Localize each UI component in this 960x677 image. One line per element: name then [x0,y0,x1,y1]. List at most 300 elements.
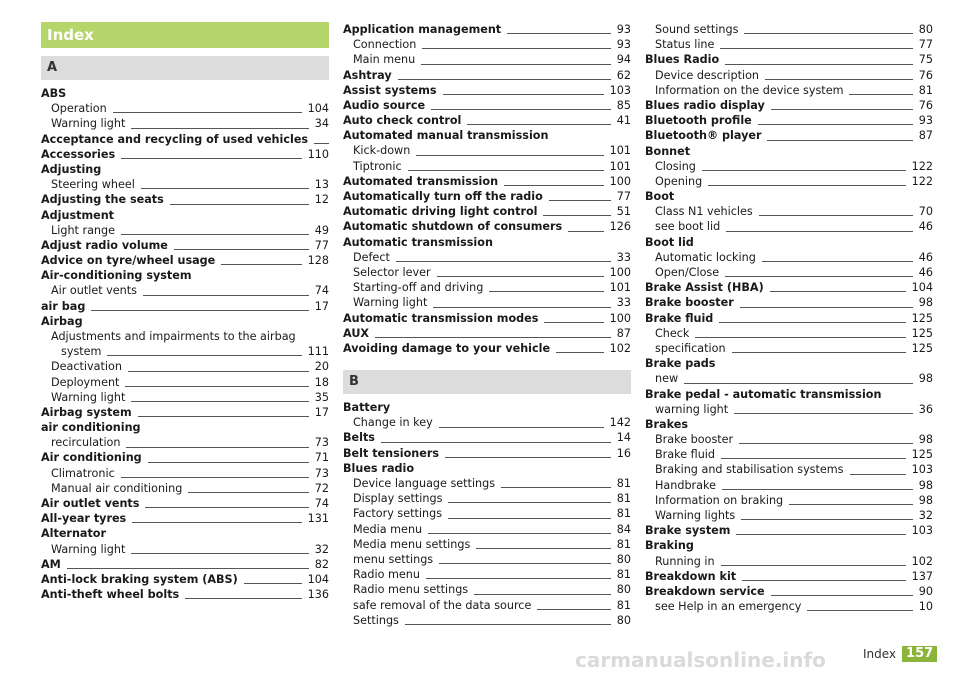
entry-page-number: 80 [616,583,631,597]
entry-page-number: 14 [616,431,631,445]
entry-page-number: 77 [616,190,631,204]
entry-label: Breakdown kit [645,569,737,583]
leader-line [732,352,906,353]
entry-label: Open/Close [655,265,720,279]
index-subentry [645,37,933,52]
entry-page-number: 81 [616,568,631,582]
leader-line [431,109,611,110]
entry-label: see boot lid [655,220,721,234]
entry-label: air bag [41,299,86,313]
entry-label: Settings [353,613,399,627]
index-entry [41,587,329,602]
entry-page-number: 137 [911,569,933,583]
leader-line [396,261,611,262]
leader-line [474,594,611,595]
entry-label: Closing [655,159,696,173]
leader-line [448,518,611,519]
leader-line [428,533,611,534]
leader-line [807,610,912,611]
leader-line [439,563,611,564]
entry-page-number: 76 [918,68,933,82]
entry-label: Air outlet vents [41,497,140,511]
index-subentry [645,432,933,447]
entry-label: Advice on tyre/wheel usage [41,254,216,268]
index-subentry [645,83,933,98]
entry-page-number: 131 [307,512,329,526]
index-subentry [41,359,329,374]
index-entry [645,280,933,295]
entry-label: Radio menu [353,568,420,582]
index-entry [645,128,933,143]
entry-page-number: 125 [911,341,933,355]
entry-label: Check [655,326,690,340]
entry-page-number: 18 [314,375,329,389]
leader-line [739,443,913,444]
entry-label: Manual air conditioning [51,481,183,495]
leader-line [720,48,912,49]
entry-page-number: 33 [616,296,631,310]
entry-page-number: 32 [314,542,329,556]
entry-label: Kick-down [353,144,411,158]
page-footer [863,646,937,662]
entry-label: Belt tensioners [343,446,440,460]
entry-label: Device description [655,68,760,82]
leader-line [501,487,611,488]
leader-line [141,188,309,189]
entry-label: Bluetooth® player [645,129,762,143]
entry-page-number: 104 [307,572,329,586]
entry-page-number: 41 [616,114,631,128]
index-heading: Brakes [645,417,688,431]
index-entry [343,431,631,446]
leader-line [765,79,913,80]
entry-page-number: 101 [609,281,631,295]
entry-label: Anti-lock braking system (ABS) [41,572,238,586]
entry-label: Media menu settings [353,537,471,551]
entry-label: Change in key [353,416,433,430]
entry-label: safe removal of the data source [353,598,532,612]
index-entry [645,52,933,67]
entry-page-number: 17 [314,299,329,313]
index-entry [645,98,933,113]
leader-line [244,583,302,584]
index-entry [41,496,329,511]
entry-label: Avoiding damage to your vehicle [343,341,551,355]
leader-line [736,534,905,535]
index-subentry [645,326,933,341]
index-heading: Adjustment [41,208,115,222]
leader-line [744,33,912,34]
index-subentry [343,280,631,295]
entry-label: Automatic locking [655,250,756,264]
index-subentry [343,144,631,159]
index-entry [41,299,329,314]
entry-label: Warning lights [655,508,736,522]
leader-line [789,504,913,505]
entry-label: Status line [655,38,715,52]
index-entry [41,253,329,268]
index-entry [343,113,631,128]
leader-line [107,355,301,356]
entry-label: All-year tyres [41,512,127,526]
entry-label: Brake booster [645,296,734,310]
leader-line [742,580,906,581]
leader-line [188,492,308,493]
index-entry [343,83,631,98]
index-subentry [645,508,933,523]
leader-line [722,489,913,490]
leader-line [422,48,610,49]
entry-label: Selector lever [353,265,431,279]
entry-label: Blues radio display [645,98,765,112]
index-entry [645,569,933,584]
entry-page-number: 100 [609,265,631,279]
leader-line [544,322,603,323]
entry-label: Connection [353,38,417,52]
index-heading: Air-conditioning system [41,269,192,283]
entry-page-number: 74 [314,497,329,511]
entry-page-number: 77 [918,38,933,52]
entry-page-number: 103 [609,83,631,97]
index-subentry [343,159,631,174]
entry-page-number: 46 [918,265,933,279]
entry-page-number: 100 [609,174,631,188]
index-subentry [645,493,933,508]
leader-line [725,64,913,65]
entry-label: Display settings [353,492,443,506]
leader-line [67,568,309,569]
leader-line [684,383,913,384]
entry-page-number: 34 [314,117,329,131]
entry-label: specification [655,341,726,355]
leader-line [437,276,604,277]
leader-line [421,64,611,65]
entry-page-number: 98 [918,296,933,310]
entry-page-number: 10 [918,600,933,614]
entry-page-number: 73 [314,466,329,480]
leader-line [381,442,611,443]
index-entry [343,98,631,113]
leader-line [556,352,604,353]
leader-line [507,33,611,34]
entry-label: Main menu [353,53,416,67]
leader-line [148,462,309,463]
index-entry [343,341,631,356]
index-entry [645,584,933,599]
footer-label: Index [863,647,897,661]
index-entry [645,523,933,538]
index-column-2 [343,22,631,628]
index-subentry [645,250,933,265]
index-subentry [645,371,933,386]
entry-page-number: 80 [616,613,631,627]
leader-line [113,112,302,113]
index-subentry [343,552,631,567]
index-heading: ABS [41,87,67,100]
index-subentry [343,598,631,613]
entry-page-number: 80 [616,552,631,566]
entry-page-number: 70 [918,205,933,219]
entry-label: Warning light [51,390,126,404]
entry-label: Operation [51,102,107,116]
entry-label: warning light [655,402,729,416]
leader-line [489,291,603,292]
entry-label: Automatic driving light control [343,205,538,219]
leader-line [174,249,309,250]
entry-label: Auto check control [343,114,462,128]
leader-line [138,416,309,417]
index-subentry [343,567,631,582]
leader-line [426,578,611,579]
index-heading: Alternator [41,527,107,541]
index-heading: Boot [645,190,675,204]
entry-label: Adjusting the seats [41,193,164,207]
leader-line [375,337,611,338]
index-entry [41,192,329,207]
entry-page-number: 35 [314,390,329,404]
index-subentry [645,68,933,83]
leader-line [476,548,610,549]
index-heading: Battery [343,401,391,415]
entry-page-number: 76 [918,98,933,112]
index-subentry [343,582,631,597]
leader-line [702,170,906,171]
index-subentry [343,522,631,537]
index-entry [41,132,329,147]
leader-line [121,477,309,478]
leader-line [762,261,913,262]
entry-page-number: 142 [609,416,631,430]
entry-page-number: 101 [609,144,631,158]
index-subentry [41,283,329,298]
leader-line [128,371,309,372]
index-heading: Adjusting [41,162,102,176]
leader-line [759,215,913,216]
leader-line [126,447,308,448]
leader-line [568,231,603,232]
entry-page-number: 16 [616,446,631,460]
entry-label: Audio source [343,98,426,112]
entry-label: Blues Radio [645,53,720,67]
entry-label: Brake system [645,524,731,538]
entry-page-number: 98 [918,478,933,492]
leader-line [132,522,301,523]
entry-page-number: 75 [918,53,933,67]
entry-label: Air outlet vents [51,284,137,298]
leader-line [398,79,611,80]
entry-page-number: 81 [616,537,631,551]
entry-label: Device language settings [353,477,496,491]
leader-line [443,94,604,95]
leader-line [91,310,308,311]
leader-line [408,170,604,171]
entry-label: Information on the device system [655,83,844,97]
index-subentry [645,159,933,174]
index-subentry [343,476,631,491]
entry-label: Radio menu settings [353,583,469,597]
entry-label: Media menu [353,522,423,536]
entry-page-number: 33 [616,250,631,264]
index-subentry [343,37,631,52]
entry-label: Brake fluid [655,448,715,462]
leader-line [725,276,913,277]
leader-line [131,401,308,402]
index-entry [343,174,631,189]
leader-line [708,185,905,186]
entry-label: Automatically turn off the radio [343,190,543,204]
leader-line [767,140,912,141]
entry-page-number: 87 [616,326,631,340]
leader-line [445,457,611,458]
index-entry [41,557,329,572]
entry-page-number: 90 [918,584,933,598]
index-entry [41,147,329,162]
entry-label: Warning light [353,296,428,310]
leader-line [131,128,308,129]
entry-label: Automated transmission [343,174,499,188]
index-subentry [41,542,329,557]
entry-label: see Help in an emergency [655,600,802,614]
page-number: 157 [902,646,937,662]
leader-line [143,295,309,296]
index-column-1 [41,22,329,602]
leader-line [467,124,610,125]
entry-page-number: 20 [314,360,329,374]
leader-line [221,264,301,265]
index-subentry [41,466,329,481]
leader-line [726,231,913,232]
index-heading: Bonnet [645,144,691,158]
index-heading: Boot lid [645,235,694,249]
entry-page-number: 98 [918,433,933,447]
entry-page-number: 93 [616,22,631,36]
entry-page-number: 81 [616,492,631,506]
leader-line [416,155,603,156]
index-subentry [645,22,933,37]
entry-page-number: 73 [314,436,329,450]
index-subentry [343,537,631,552]
section-letter: B [343,370,631,394]
entry-label: Brake Assist (HBA) [645,281,764,295]
leader-line [314,143,329,144]
entry-page-number: 128 [307,254,329,268]
entry-label: Accessories [41,147,116,161]
index-subentry [343,506,631,521]
leader-line [121,158,302,159]
index-subentry [645,402,933,417]
entry-label: Automatic shutdown of consumers [343,220,563,234]
index-subentry [645,599,933,614]
entry-page-number: 136 [307,588,329,602]
index-subentry [41,481,329,496]
entry-label: menu settings [353,552,434,566]
entry-page-number: 102 [609,341,631,355]
index-subentry [343,613,631,628]
entry-page-number: 85 [616,98,631,112]
entry-label: Class N1 vehicles [655,205,753,219]
entry-label: Application management [343,22,502,36]
leader-line [549,200,611,201]
leader-line [719,322,905,323]
entry-page-number: 100 [609,311,631,325]
leader-line [849,94,912,95]
index-heading: air conditioning [41,421,141,435]
entry-page-number: 81 [616,507,631,521]
leader-line [770,291,906,292]
entry-label: Breakdown service [645,584,765,598]
index-heading: Automatic transmission [343,235,493,249]
leader-line [721,458,906,459]
entry-page-number: 51 [616,205,631,219]
entry-page-number: 12 [314,193,329,207]
entry-label: Bluetooth profile [645,114,752,128]
entry-page-number: 87 [918,129,933,143]
leader-line [771,595,913,596]
entry-page-number: 84 [616,522,631,536]
leader-line [721,565,906,566]
index-subentry [41,435,329,450]
index-entry [343,311,631,326]
index-entry [645,311,933,326]
index-heading: Blues radio [343,461,415,475]
index-subentry [41,116,329,131]
section-gap [343,356,631,366]
entry-page-number: 77 [314,238,329,252]
index-entry [645,295,933,310]
entry-page-number: 94 [616,53,631,67]
index-subentry-text: Adjustments and impairments to the airbag [51,330,296,343]
entry-label: recirculation [51,436,121,450]
entry-label: Warning light [51,542,126,556]
index-entry [41,238,329,253]
leader-line [131,553,308,554]
index-subentry [343,491,631,506]
index-subentry [41,375,329,390]
index-entry [343,219,631,234]
entry-label: Deactivation [51,360,122,374]
index-subentry [41,344,329,359]
entry-page-number: 126 [609,220,631,234]
entry-page-number: 101 [609,159,631,173]
entry-label: Handbrake [655,478,716,492]
index-entry [645,113,933,128]
leader-line [145,507,308,508]
index-column-3 [645,22,933,614]
index-entry [343,68,631,83]
entry-label: Assist systems [343,83,437,97]
index-subentry [645,447,933,462]
entry-page-number: 98 [918,493,933,507]
entry-page-number: 49 [314,223,329,237]
entry-page-number: 81 [616,598,631,612]
entry-label: Tiptronic [353,159,402,173]
entry-page-number: 125 [911,311,933,325]
index-subentry [343,415,631,430]
entry-label: Steering wheel [51,178,135,192]
entry-page-number: 104 [307,102,329,116]
index-heading: Brake pedal - automatic transmission [645,387,882,401]
entry-label: Defect [353,250,390,264]
index-title: Index [41,22,329,48]
index-entry [343,326,631,341]
entry-label: Automatic transmission modes [343,311,539,325]
entry-page-number: 80 [918,22,933,36]
entry-page-number: 72 [314,481,329,495]
leader-line [504,185,604,186]
leader-line [741,519,913,520]
entry-label: new [655,372,679,386]
entry-page-number: 81 [918,83,933,97]
